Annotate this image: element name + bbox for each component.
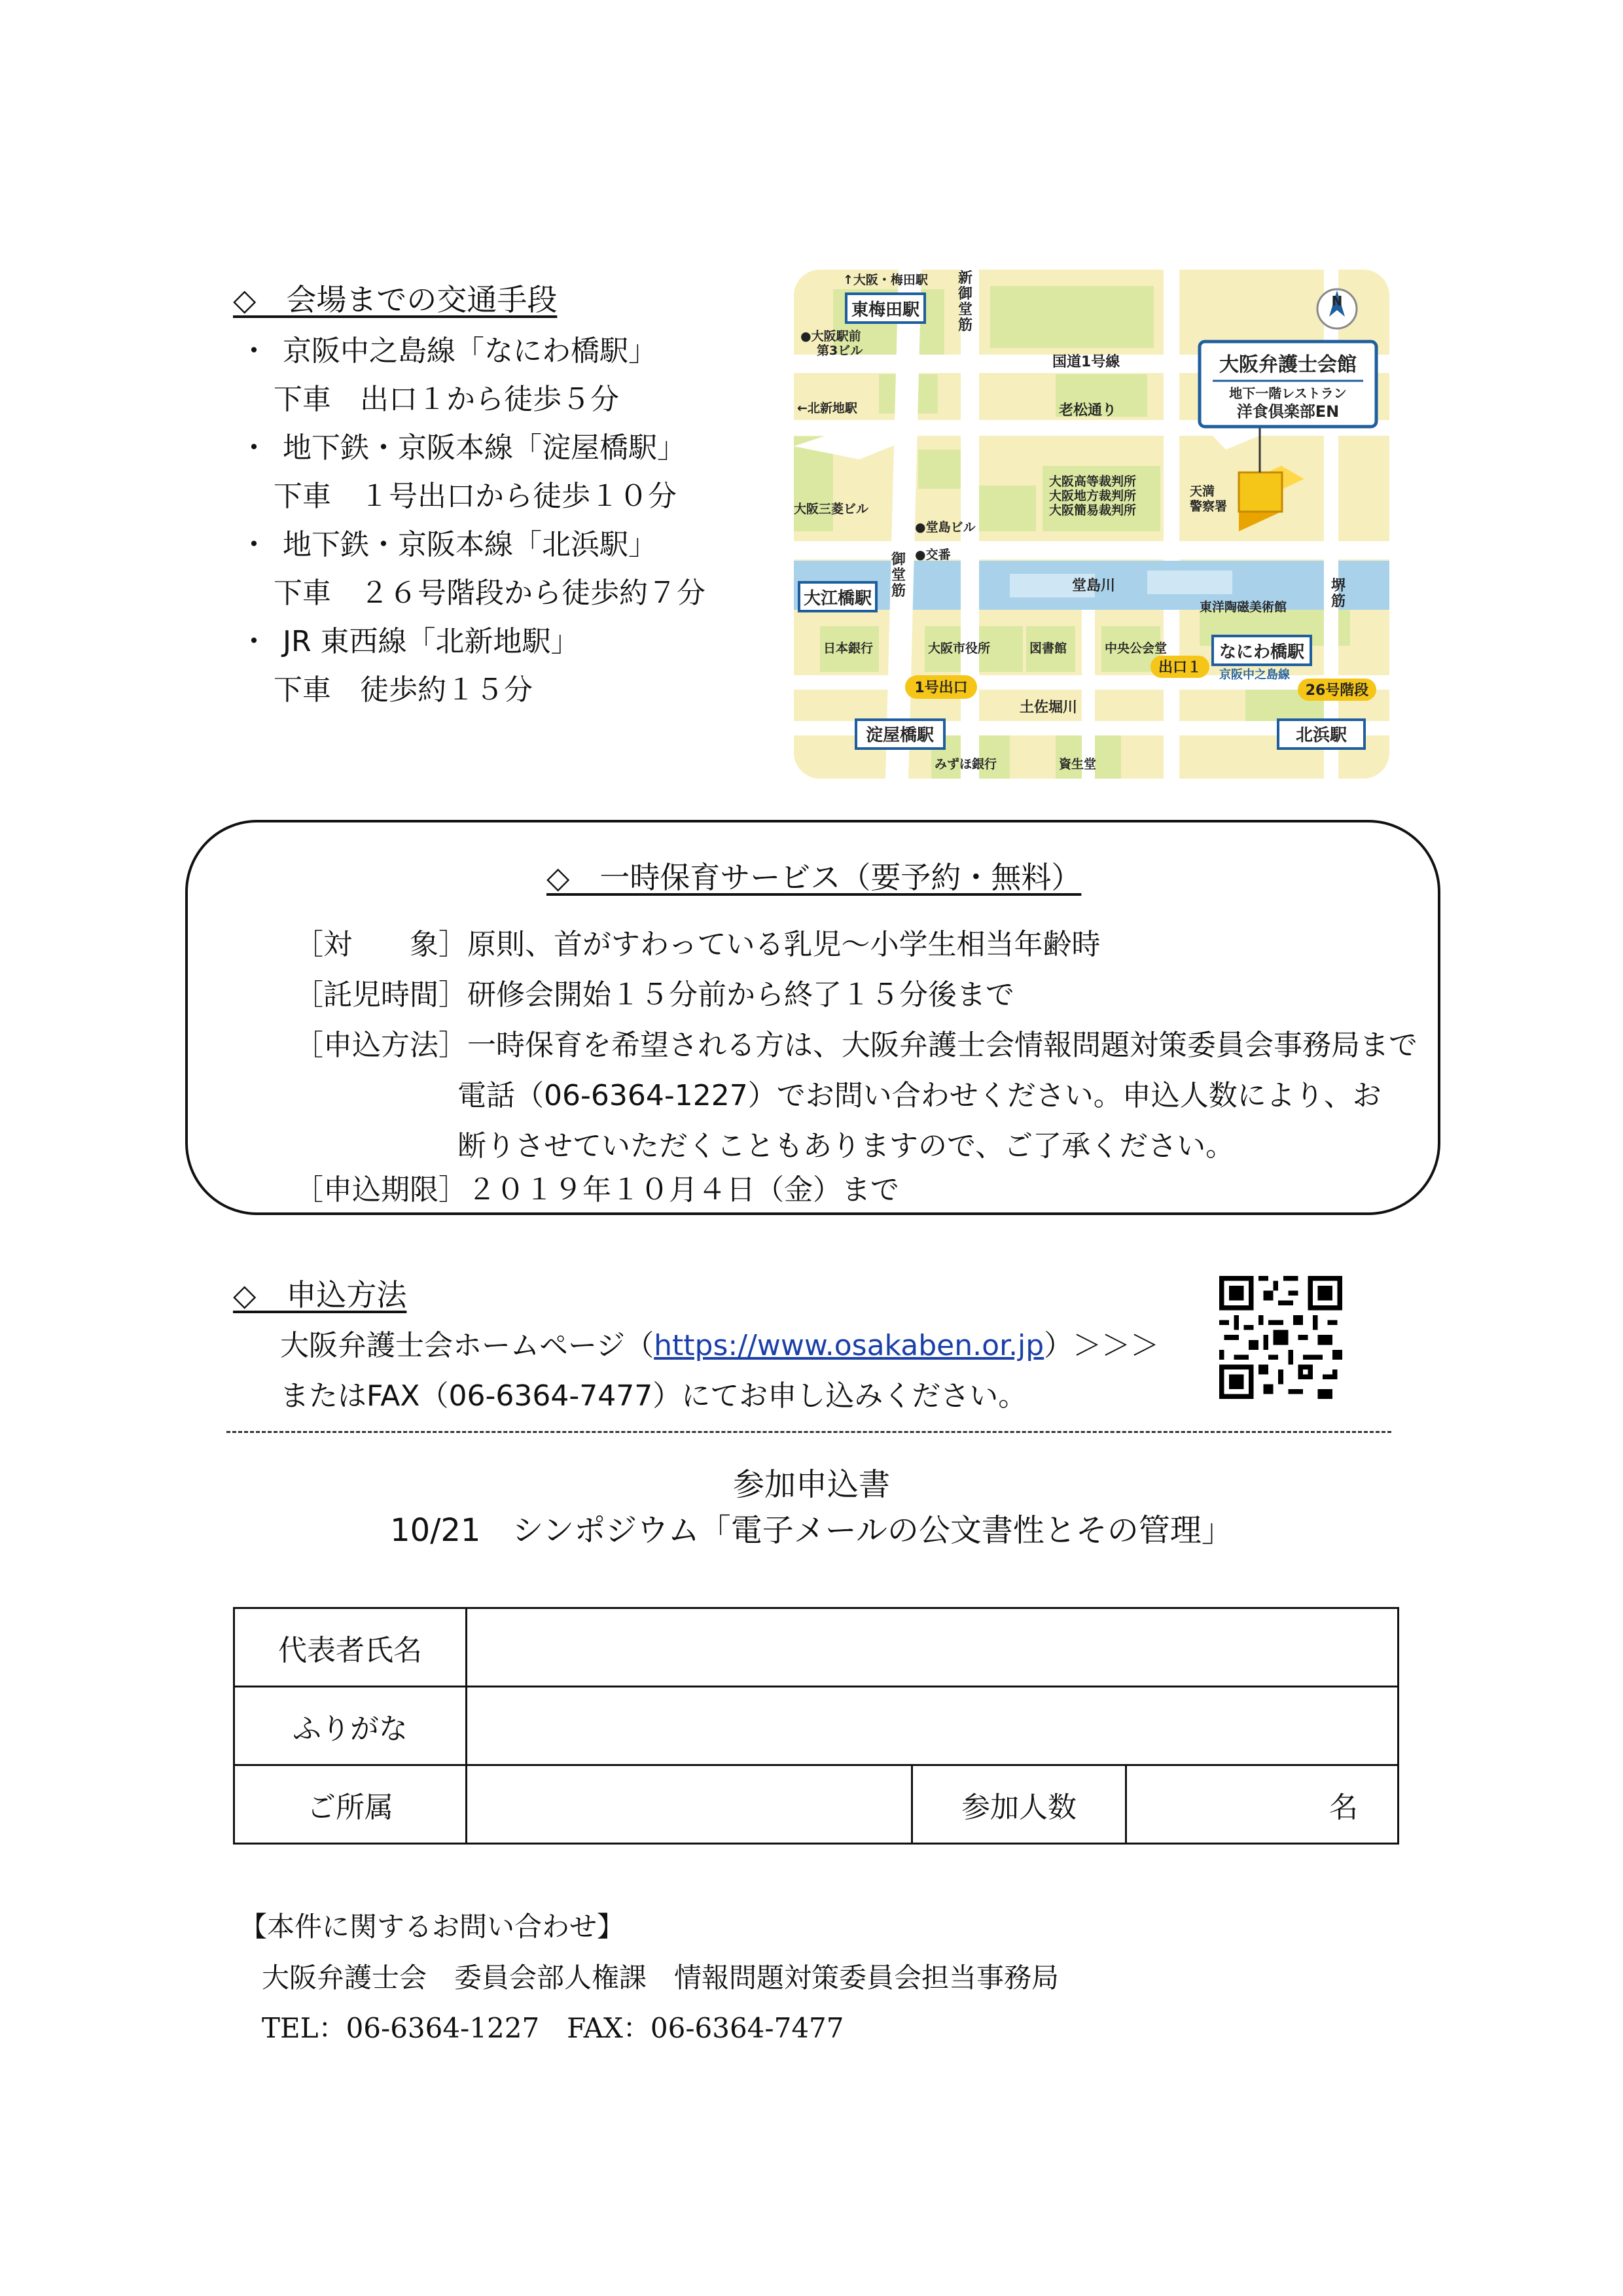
map-label-restaurant: 洋食倶楽部EN bbox=[1236, 402, 1340, 421]
access-item-3: ・ 地下鉄・京阪本線「北浜駅」 bbox=[240, 528, 657, 561]
map-label-district-court: 大阪地方裁判所 bbox=[1049, 489, 1137, 503]
map-exit-1-naniwabashi: 出口１ bbox=[1158, 660, 1202, 676]
map-station-yodoyabashi: 淀屋橋駅 bbox=[865, 726, 935, 745]
childcare-method-3: 断りさせていただくこともありますので、ご了承ください。 bbox=[457, 1129, 1235, 1163]
childcare-heading: ◇ 一時保育サービス（要予約・無料） bbox=[546, 860, 1082, 895]
apply-link[interactable]: https://www.osakaben.or.jp bbox=[654, 1329, 1044, 1362]
map-label-bar-association: 大阪弁護士会館 bbox=[1219, 353, 1357, 376]
cut-line bbox=[226, 1431, 1391, 1433]
map-label-shin-midosuji-3: 堂 bbox=[957, 302, 973, 318]
label-furigana: ふりがな bbox=[234, 1687, 467, 1765]
map-label-sakaisuji-2: 筋 bbox=[1330, 593, 1346, 610]
childcare-method: ［申込方法］一時保育を希望される方は、大阪弁護士会情報問題対策委員会事務局まで bbox=[294, 1029, 1418, 1062]
childcare-box bbox=[185, 820, 1440, 1215]
map-label-mitsubishi: 大阪三菱ビル bbox=[794, 502, 869, 516]
form-title: 参加申込書 bbox=[732, 1466, 890, 1503]
map-label-police-1: 天満 bbox=[1190, 484, 1215, 499]
map-label-umeda: ↑大阪・梅田駅 bbox=[843, 273, 928, 287]
qr-code-icon bbox=[1219, 1276, 1342, 1399]
access-heading: ◇ 会場までの交通手段 bbox=[233, 282, 558, 317]
map-label-midosuji-2: 堂 bbox=[891, 567, 906, 584]
access-item-4-detail: 下車 徒歩約１５分 bbox=[274, 673, 533, 707]
input-furigana[interactable] bbox=[467, 1687, 1399, 1765]
map-label-boj: 日本銀行 bbox=[823, 641, 874, 656]
access-map bbox=[794, 270, 1389, 779]
form-row-furigana bbox=[234, 1687, 1399, 1765]
childcare-deadline: ［申込期限］２０１９年１０月４日（金）まで bbox=[294, 1173, 899, 1207]
map-label-dojimagawa: 堂島川 bbox=[1072, 578, 1116, 594]
map-label-midosuji-3: 筋 bbox=[891, 583, 906, 599]
form-row-affiliation bbox=[234, 1765, 1399, 1844]
map-label-mizuho: みずほ銀行 bbox=[935, 757, 997, 771]
map-label-midosuji-1: 御 bbox=[891, 552, 906, 568]
map-label-sakaisuji-1: 堺 bbox=[1330, 578, 1346, 594]
map-label-oimatsu: 老松通り bbox=[1059, 402, 1117, 419]
map-label-nakanoshima-line: 京阪中之島線 bbox=[1219, 668, 1290, 682]
qr-code[interactable] bbox=[1219, 1276, 1342, 1402]
map-label-shin-midosuji-4: 筋 bbox=[957, 317, 973, 334]
map-station-kitahama: 北浜駅 bbox=[1295, 726, 1347, 745]
childcare-target: ［対 象］原則、首がすわっている乳児～小学生相当年齢時 bbox=[294, 928, 1101, 961]
apply-line-2: またはFAX（06-6364-7477）にてお申し込みください。 bbox=[280, 1379, 1027, 1413]
apply-line-1: 大阪弁護士会ホームページ（https://www.osakaben.or.jp）＞＞＞ bbox=[280, 1329, 1160, 1362]
access-item-3-detail: 下車 ２６号階段から徒歩約７分 bbox=[274, 576, 705, 610]
label-affiliation: ご所属 bbox=[234, 1765, 467, 1844]
map-station-oebashi: 大江橋駅 bbox=[803, 589, 872, 609]
access-item-1: ・ 京阪中之島線「なにわ橋駅」 bbox=[240, 334, 657, 368]
map-label-tosabori: 土佐堀川 bbox=[1020, 699, 1078, 716]
map-label-police-2: 警察署 bbox=[1190, 499, 1228, 514]
access-item-2-detail: 下車 １号出口から徒歩１０分 bbox=[274, 480, 677, 513]
access-list bbox=[240, 327, 705, 715]
input-participants[interactable] bbox=[1126, 1765, 1399, 1844]
access-item-2: ・ 地下鉄・京阪本線「淀屋橋駅」 bbox=[240, 431, 686, 465]
contact-org: 大阪弁護士会 委員会部人権課 情報問題対策委員会担当事務局 bbox=[262, 1962, 1060, 1994]
map-label-library: 図書館 bbox=[1029, 641, 1067, 656]
map-stair-26: 26号階段 bbox=[1305, 682, 1369, 699]
childcare-time: ［託児時間］研修会開始１５分前から終了１５分後まで bbox=[294, 978, 1014, 1012]
map-label-toyo-museum: 東洋陶磁美術館 bbox=[1200, 600, 1287, 614]
map-station-higashi-umeda: 東梅田駅 bbox=[851, 300, 920, 320]
input-affiliation[interactable] bbox=[467, 1765, 912, 1844]
input-representative[interactable] bbox=[467, 1608, 1399, 1687]
contact-phone: TEL：06-6364-1227 FAX：06-6364-7477 bbox=[262, 2012, 844, 2044]
map-label-osaka-ekimae-3: 第3ビル bbox=[817, 344, 863, 358]
apply-heading: ◇ 申込方法 bbox=[233, 1277, 407, 1313]
childcare-method-2: 電話（06-6364-1227）でお問い合わせください。申込人数により、お bbox=[457, 1079, 1382, 1112]
map-label-koban: ●交番 bbox=[915, 548, 951, 562]
access-item-4: ・ JR 東西線「北新地駅」 bbox=[240, 625, 580, 658]
map-label-osaka-ekimae: ●大阪駅前 bbox=[800, 329, 861, 344]
access-item-1-detail: 下車 出口１から徒歩５分 bbox=[274, 383, 619, 416]
form-row-name bbox=[234, 1608, 1399, 1687]
access-map-graphic bbox=[794, 270, 1389, 779]
map-label-kitashinchi: ←北新地駅 bbox=[797, 401, 857, 415]
label-participants: 参加人数 bbox=[912, 1765, 1126, 1844]
map-label-restaurant-note: 地下一階レストラン bbox=[1229, 385, 1347, 401]
map-label-shin-midosuji-1: 新 bbox=[957, 270, 973, 287]
map-label-city-hall: 大阪市役所 bbox=[928, 641, 991, 656]
map-label-shiseido: 資生堂 bbox=[1059, 757, 1097, 771]
map-label-high-court: 大阪高等裁判所 bbox=[1049, 474, 1137, 489]
label-representative: 代表者氏名 bbox=[234, 1608, 467, 1687]
contact-heading: 【本件に関するお問い合わせ】 bbox=[240, 1911, 625, 1943]
map-label-summary-court: 大阪簡易裁判所 bbox=[1049, 503, 1137, 518]
map-exit-1-yodoyabashi: 1号出口 bbox=[914, 680, 968, 696]
map-label-north: N bbox=[1331, 293, 1343, 309]
application-form bbox=[233, 1607, 1399, 1845]
map-label-public-hall: 中央公会堂 bbox=[1105, 641, 1168, 656]
participants-unit: 名 bbox=[1329, 1790, 1358, 1824]
map-label-dojima: ●堂島ビル bbox=[915, 520, 976, 535]
map-station-naniwabashi: なにわ橋駅 bbox=[1219, 643, 1305, 662]
map-label-shin-midosuji-2: 御 bbox=[957, 286, 973, 302]
map-label-route1: 国道1号線 bbox=[1052, 354, 1120, 370]
form-subtitle: 10/21 シンポジウム「電子メールの公文書性とその管理」 bbox=[390, 1512, 1233, 1549]
